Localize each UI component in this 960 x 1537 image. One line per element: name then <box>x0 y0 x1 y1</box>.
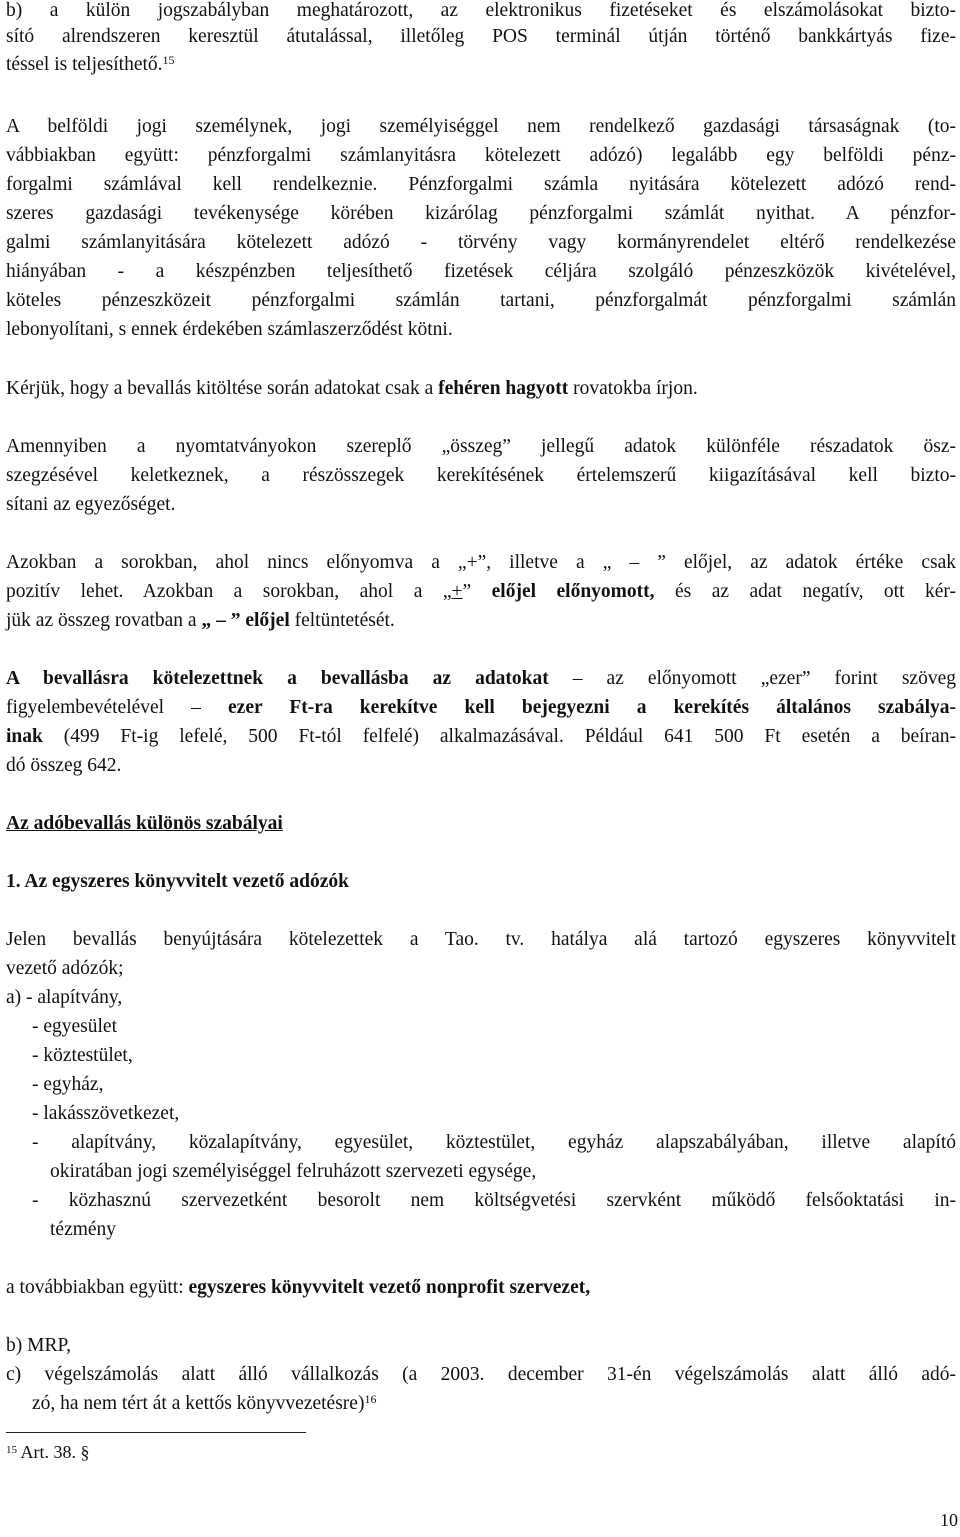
list-item-continuation: zó, ha nem tért át a kettős könyvvezetésre)$^{16}$ <box>32 1392 377 1414</box>
text-line: a továbbiakban együtt: egyszeres könyvvitelt vezető nonprofit szervezet, <box>6 1277 591 1298</box>
list-item: - alapítvány, közalapítvány, egyesület, köztestület, egyház alapszabályában, illetve alapító <box>32 1132 956 1153</box>
text-line: pozitív lehet. Azokban a sorokban, ahol a „+” előjel előnyomott, és az adat negatív, ott kér- <box>6 581 956 602</box>
list-item-continuation: okiratában jogi személyiséggel felruházott szervezeti egysége, <box>50 1161 537 1182</box>
text-line: A bevallásra kötelezettnek a bevallásba az adatokat – az előnyomott „ezer” forint szöveg <box>6 668 956 689</box>
text-line: jük az összeg rovatban a „ – ” előjel feltüntetését. <box>6 610 395 631</box>
text-line: dó összeg 642. <box>6 755 122 776</box>
text-line: A belföldi jogi személynek, jogi személyiséggel nem rendelkező gazdasági társaságnak (to- <box>6 116 956 137</box>
text-line: vábbiakban együtt: pénzforgalmi számlanyitásra kötelezett adózó) legalább egy belföldi pénz- <box>6 145 956 166</box>
footnote-ref: 16 <box>364 1392 377 1406</box>
list-item: - közhasznú szervezetként besorolt nem költségvetési szervként működő felsőoktatási in- <box>32 1190 956 1211</box>
list-item-continuation: tézmény <box>50 1219 117 1240</box>
list-item: b) MRP, <box>6 1335 72 1356</box>
page-number: 10 <box>940 1510 958 1530</box>
emphasis: előjel előnyomott, <box>491 581 655 602</box>
emphasis: „ – ” előjel <box>201 610 290 631</box>
text-line: inak (499 Ft-ig lefelé, 500 Ft-tól felfelé) alkalmazásával. Például 641 500 Ft esetén a beíran- <box>6 726 956 747</box>
list-item: - egyesület <box>32 1016 118 1037</box>
text-line: b) a külön jogszabályban meghatározott, az elektronikus fizetéseket és elszámolásokat bizto- <box>6 0 956 21</box>
text-line: Jelen bevallás benyújtására kötelezettek a Tao. tv. hatálya alá tartozó egyszeres könyvvitelt <box>6 929 956 950</box>
emphasis: fehéren hagyott <box>438 378 569 399</box>
text-line: figyelembevételével – ezer Ft-ra kerekítve kell bejegyezni a kerekítés általános szabálya- <box>6 697 956 718</box>
text-line: Amennyiben a nyomtatványokon szereplő „összeg” jellegű adatok különféle részadatok ösz- <box>6 436 956 457</box>
text-line: vezető adózók; <box>6 958 124 979</box>
emphasis: A bevallásra kötelezettnek a bevallásba az adatokat <box>6 668 549 689</box>
footnote-ref: 15 <box>162 53 175 67</box>
text-line: köteles pénzeszközeit pénzforgalmi számlán tartani, pénzforgalmát pénzforgalmi számlán <box>6 290 956 311</box>
subsection-heading: 1. Az egyszeres könyvvitelt vezető adózók <box>6 871 349 892</box>
text-line: Kérjük, hogy a bevallás kitöltése során adatokat csak a fehéren hagyott rovatokba írjon. <box>6 378 698 399</box>
text-line: sítani az egyezőséget. <box>6 494 176 515</box>
emphasis: egyszeres könyvvitelt vezető nonprofit szervezet, <box>188 1277 591 1298</box>
list-item: - köztestület, <box>32 1045 133 1066</box>
text-line: lebonyolítani, s ennek érdekében számlaszerződést kötni. <box>6 319 453 340</box>
list-item: a) - alapítvány, <box>6 987 123 1008</box>
emphasis: ezer Ft-ra kerekítve kell bejegyezni a kerekítés általános szabálya- <box>228 697 956 718</box>
text-line: téssel is teljesíthető.$^{15}$ <box>6 53 175 75</box>
text-line: Azokban a sorokban, ahol nincs előnyomva a „+”, illetve a „ – ” előjel, az adatok értéke csak <box>6 552 956 573</box>
text-line: forgalmi számlával kell rendelkeznie. Pénzforgalmi számla nyitására kötelezett adózó rend- <box>6 174 956 195</box>
list-item: - egyház, <box>32 1074 104 1095</box>
text-line: sító alrendszeren keresztül átutalással, illetőleg POS terminál útján történő bankkártyás fize- <box>6 26 956 47</box>
text-line: galmi számlanyitására kötelezett adózó - törvény vagy kormányrendelet eltérő rendelkezése <box>6 232 956 253</box>
footnote: $^{15}$ Art. 38. § <box>6 1442 90 1462</box>
text-line: hiányában - a készpénzben teljesíthető fizetések céljára szolgáló pénzeszközök kivételével, <box>6 261 956 282</box>
emphasis: inak <box>6 726 43 747</box>
list-item: - lakásszövetkezet, <box>32 1103 180 1124</box>
text-line: szegzésével keletkeznek, a részösszegek kerekítésének értelemszerű kiigazításával kell bizto- <box>6 465 956 486</box>
footnote-separator <box>6 1432 306 1433</box>
text-line: szeres gazdasági tevékenysége körében kizárólag pénzforgalmi számlát nyithat. A pénzfor- <box>6 203 956 224</box>
list-item: c) végelszámolás alatt álló vállalkozás (a 2003. december 31-én végelszámolás alatt álló adó- <box>6 1364 956 1385</box>
section-heading: Az adóbevallás különös szabályai <box>6 813 283 834</box>
